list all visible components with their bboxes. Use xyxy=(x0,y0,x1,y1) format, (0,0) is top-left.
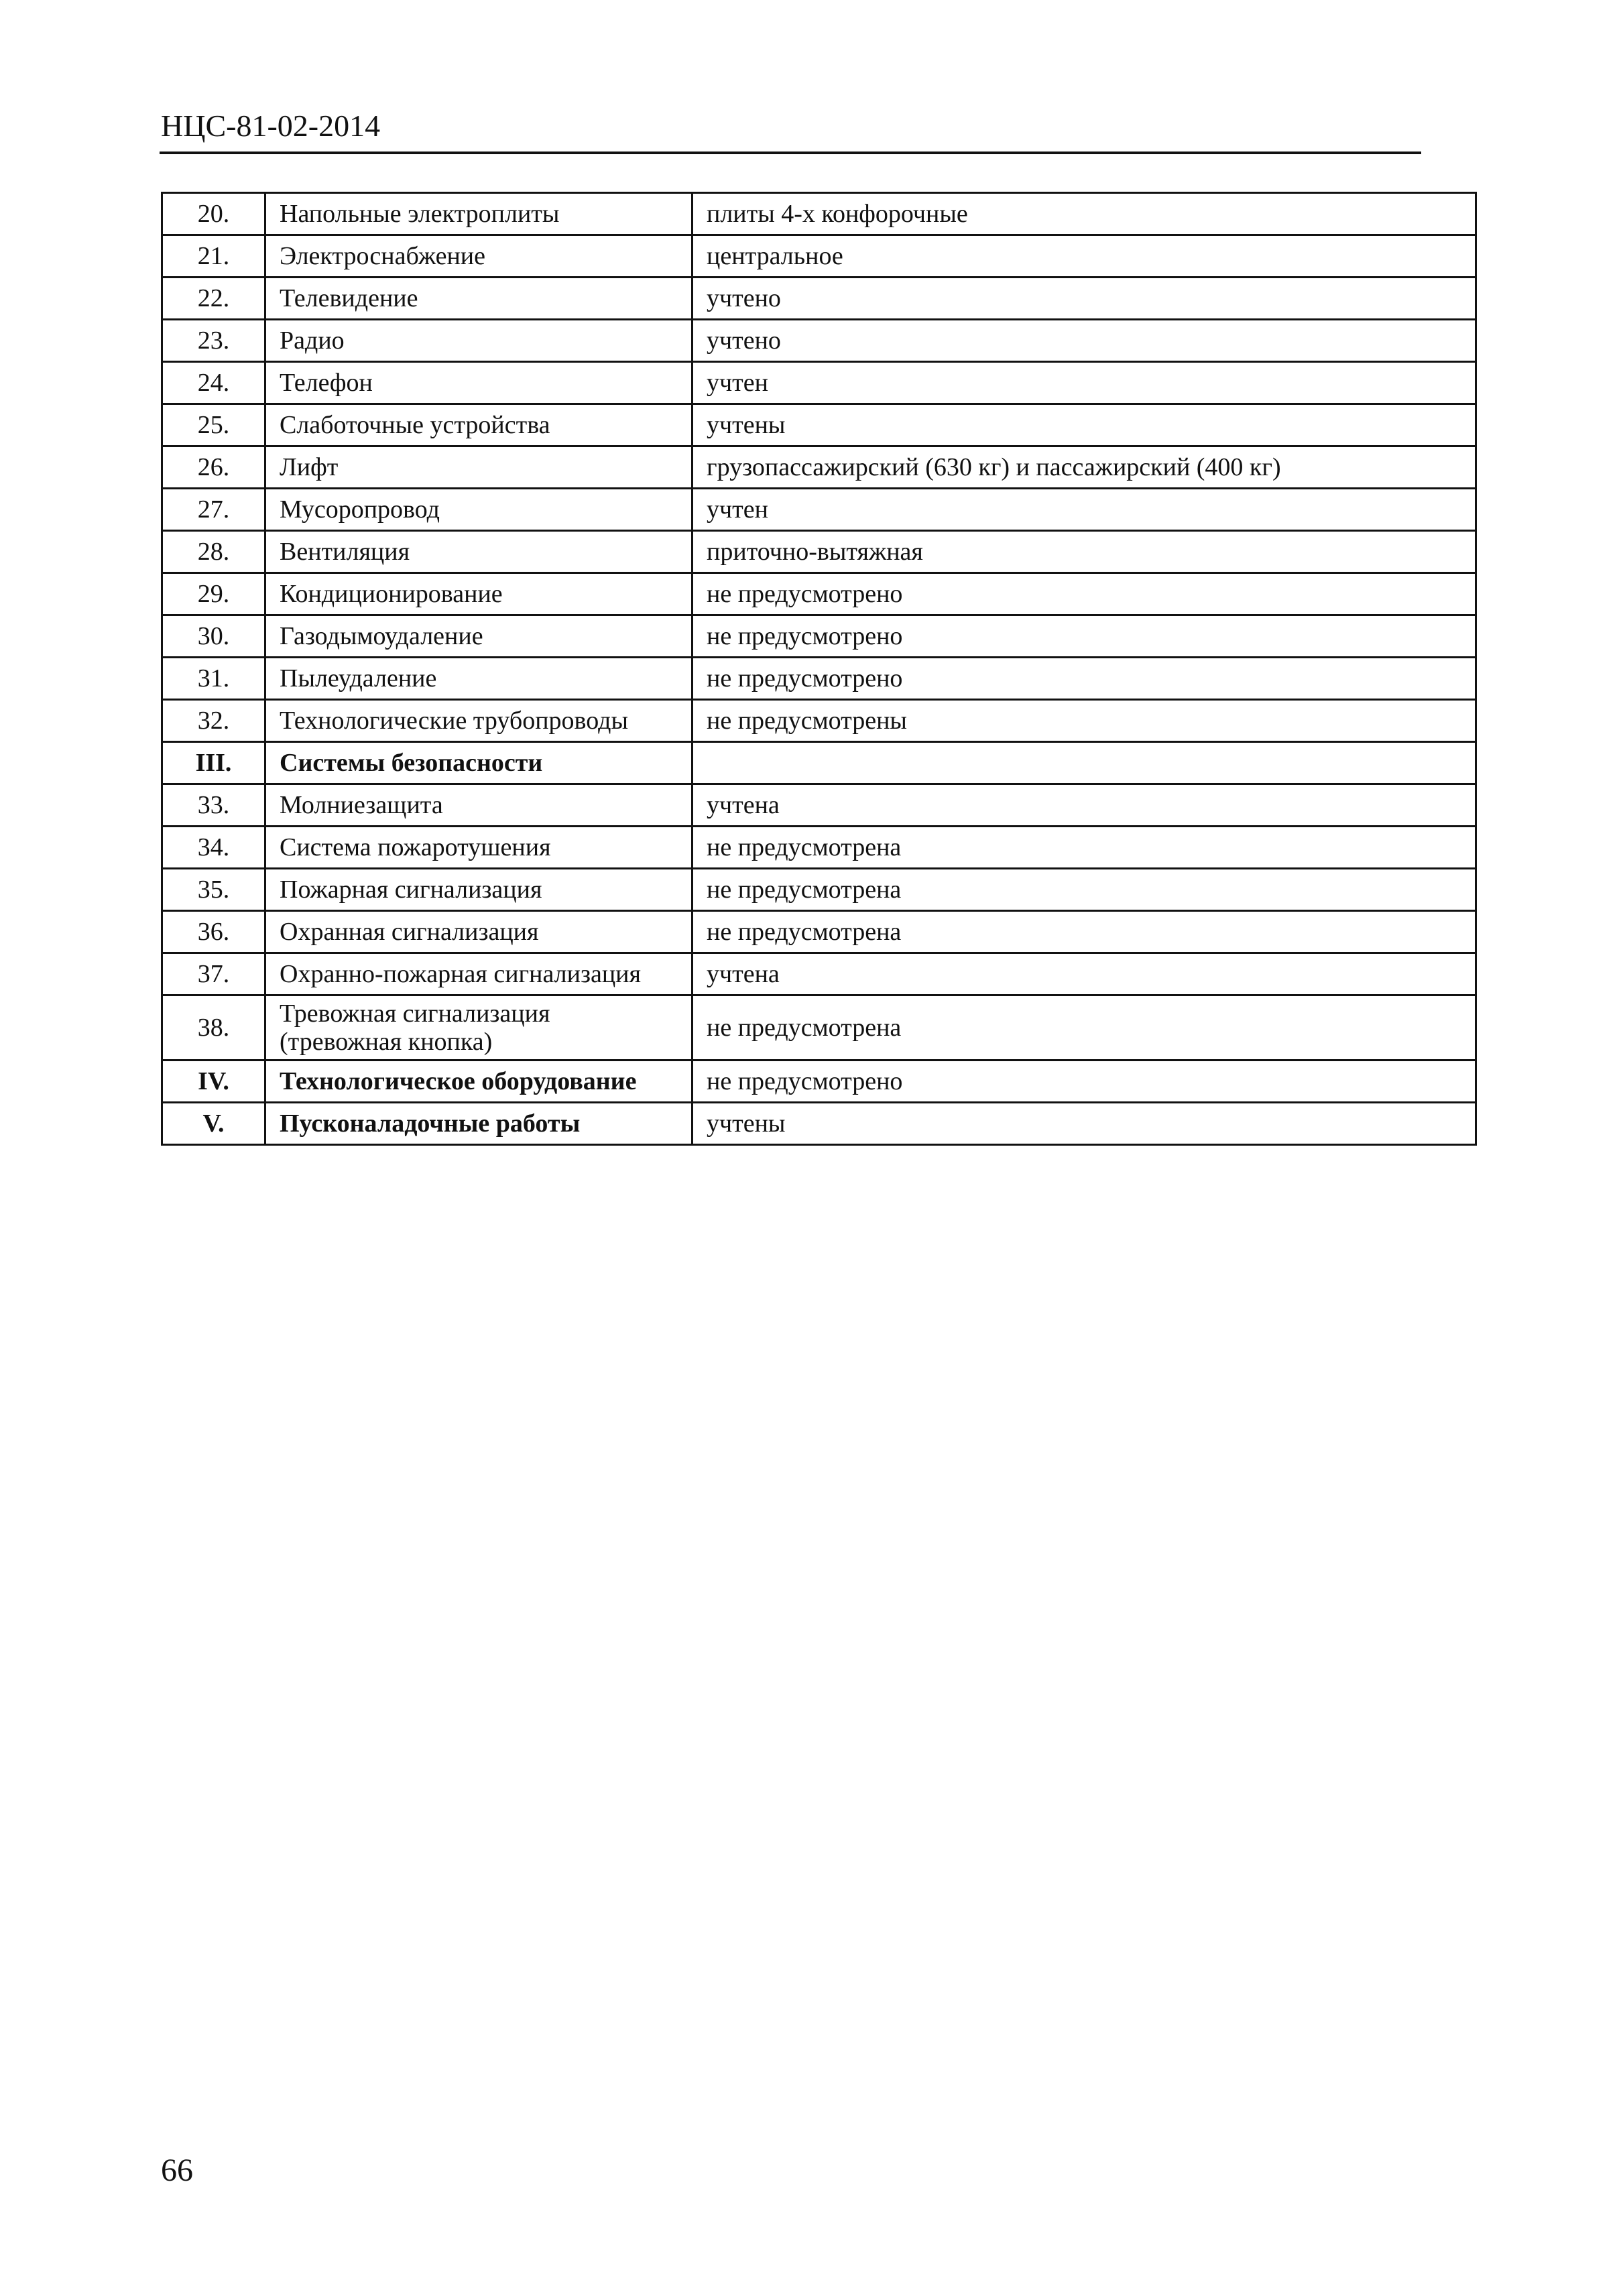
row-name: Телефон xyxy=(265,362,693,404)
row-name: Технологические трубопроводы xyxy=(265,700,693,742)
row-value: не предусмотрено xyxy=(693,1061,1476,1103)
row-number: 25. xyxy=(162,404,265,446)
row-value: учтены xyxy=(693,404,1476,446)
row-value: учтено xyxy=(693,278,1476,320)
row-value: учтено xyxy=(693,320,1476,362)
section-title: Пусконаладочные работы xyxy=(265,1103,693,1145)
row-value: не предусмотрена xyxy=(693,995,1476,1061)
specification-table xyxy=(161,192,1477,1146)
row-value: приточно-вытяжная xyxy=(693,531,1476,573)
row-number: 35. xyxy=(162,869,265,911)
table-row xyxy=(162,784,1476,827)
row-number: 37. xyxy=(162,953,265,995)
row-name: Молниезащита xyxy=(265,784,693,827)
row-name: Мусоропровод xyxy=(265,489,693,531)
row-value: центральное xyxy=(693,235,1476,278)
table-row xyxy=(162,235,1476,278)
table-row xyxy=(162,700,1476,742)
row-value: учтена xyxy=(693,953,1476,995)
row-name: Вентиляция xyxy=(265,531,693,573)
document-code: НЦС-81-02-2014 xyxy=(161,109,381,143)
table-row xyxy=(162,658,1476,700)
row-value: не предусмотрено xyxy=(693,658,1476,700)
row-name: Слаботочные устройства xyxy=(265,404,693,446)
row-value: учтены xyxy=(693,1103,1476,1145)
table-row xyxy=(162,278,1476,320)
row-value: учтен xyxy=(693,362,1476,404)
section-row xyxy=(162,1061,1476,1103)
row-value: не предусмотрена xyxy=(693,911,1476,953)
row-value: учтена xyxy=(693,784,1476,827)
row-number: 22. xyxy=(162,278,265,320)
row-name: Электроснабжение xyxy=(265,235,693,278)
section-title: Системы безопасности xyxy=(265,742,693,784)
table-row xyxy=(162,827,1476,869)
row-name: Радио xyxy=(265,320,693,362)
section-number: III. xyxy=(162,742,265,784)
row-number: 30. xyxy=(162,615,265,658)
row-number: 29. xyxy=(162,573,265,615)
row-name: Пожарная сигнализация xyxy=(265,869,693,911)
row-name: Тревожная сигнализация (тревожная кнопка) xyxy=(265,995,693,1061)
row-name: Газодымоудаление xyxy=(265,615,693,658)
row-number: 26. xyxy=(162,446,265,489)
table-row xyxy=(162,911,1476,953)
table-row xyxy=(162,446,1476,489)
row-value: не предусмотрены xyxy=(693,700,1476,742)
row-value: не предусмотрена xyxy=(693,869,1476,911)
row-name: Напольные электроплиты xyxy=(265,193,693,235)
table-row xyxy=(162,362,1476,404)
table-row xyxy=(162,489,1476,531)
section-row xyxy=(162,742,1476,784)
row-number: 38. xyxy=(162,995,265,1061)
table-row xyxy=(162,573,1476,615)
row-name: Лифт xyxy=(265,446,693,489)
table-row xyxy=(162,615,1476,658)
row-number: 21. xyxy=(162,235,265,278)
row-number: 23. xyxy=(162,320,265,362)
row-number: 32. xyxy=(162,700,265,742)
table-row xyxy=(162,869,1476,911)
row-value: плиты 4-х конфорочные xyxy=(693,193,1476,235)
row-value: не предусмотрена xyxy=(693,827,1476,869)
row-number: 34. xyxy=(162,827,265,869)
header-rule xyxy=(160,152,1421,154)
row-name: Телевидение xyxy=(265,278,693,320)
table-row xyxy=(162,404,1476,446)
row-value: грузопассажирский (630 кг) и пассажирский (400 кг) xyxy=(693,446,1476,489)
row-value xyxy=(693,742,1476,784)
row-name: Пылеудаление xyxy=(265,658,693,700)
row-number: 24. xyxy=(162,362,265,404)
table-row xyxy=(162,995,1476,1061)
row-name: Система пожаротушения xyxy=(265,827,693,869)
table-row xyxy=(162,953,1476,995)
section-number: IV. xyxy=(162,1061,265,1103)
row-number: 33. xyxy=(162,784,265,827)
row-value: не предусмотрено xyxy=(693,573,1476,615)
row-number: 36. xyxy=(162,911,265,953)
row-value: не предусмотрено xyxy=(693,615,1476,658)
row-number: 20. xyxy=(162,193,265,235)
row-value: учтен xyxy=(693,489,1476,531)
row-name: Кондиционирование xyxy=(265,573,693,615)
row-number: 27. xyxy=(162,489,265,531)
page-number: 66 xyxy=(161,2153,193,2188)
table-row xyxy=(162,193,1476,235)
table-row xyxy=(162,531,1476,573)
section-title: Технологическое оборудование xyxy=(265,1061,693,1103)
section-row xyxy=(162,1103,1476,1145)
table-row xyxy=(162,320,1476,362)
row-name: Охранная сигнализация xyxy=(265,911,693,953)
row-number: 31. xyxy=(162,658,265,700)
row-name: Охранно-пожарная сигнализация xyxy=(265,953,693,995)
section-number: V. xyxy=(162,1103,265,1145)
row-number: 28. xyxy=(162,531,265,573)
